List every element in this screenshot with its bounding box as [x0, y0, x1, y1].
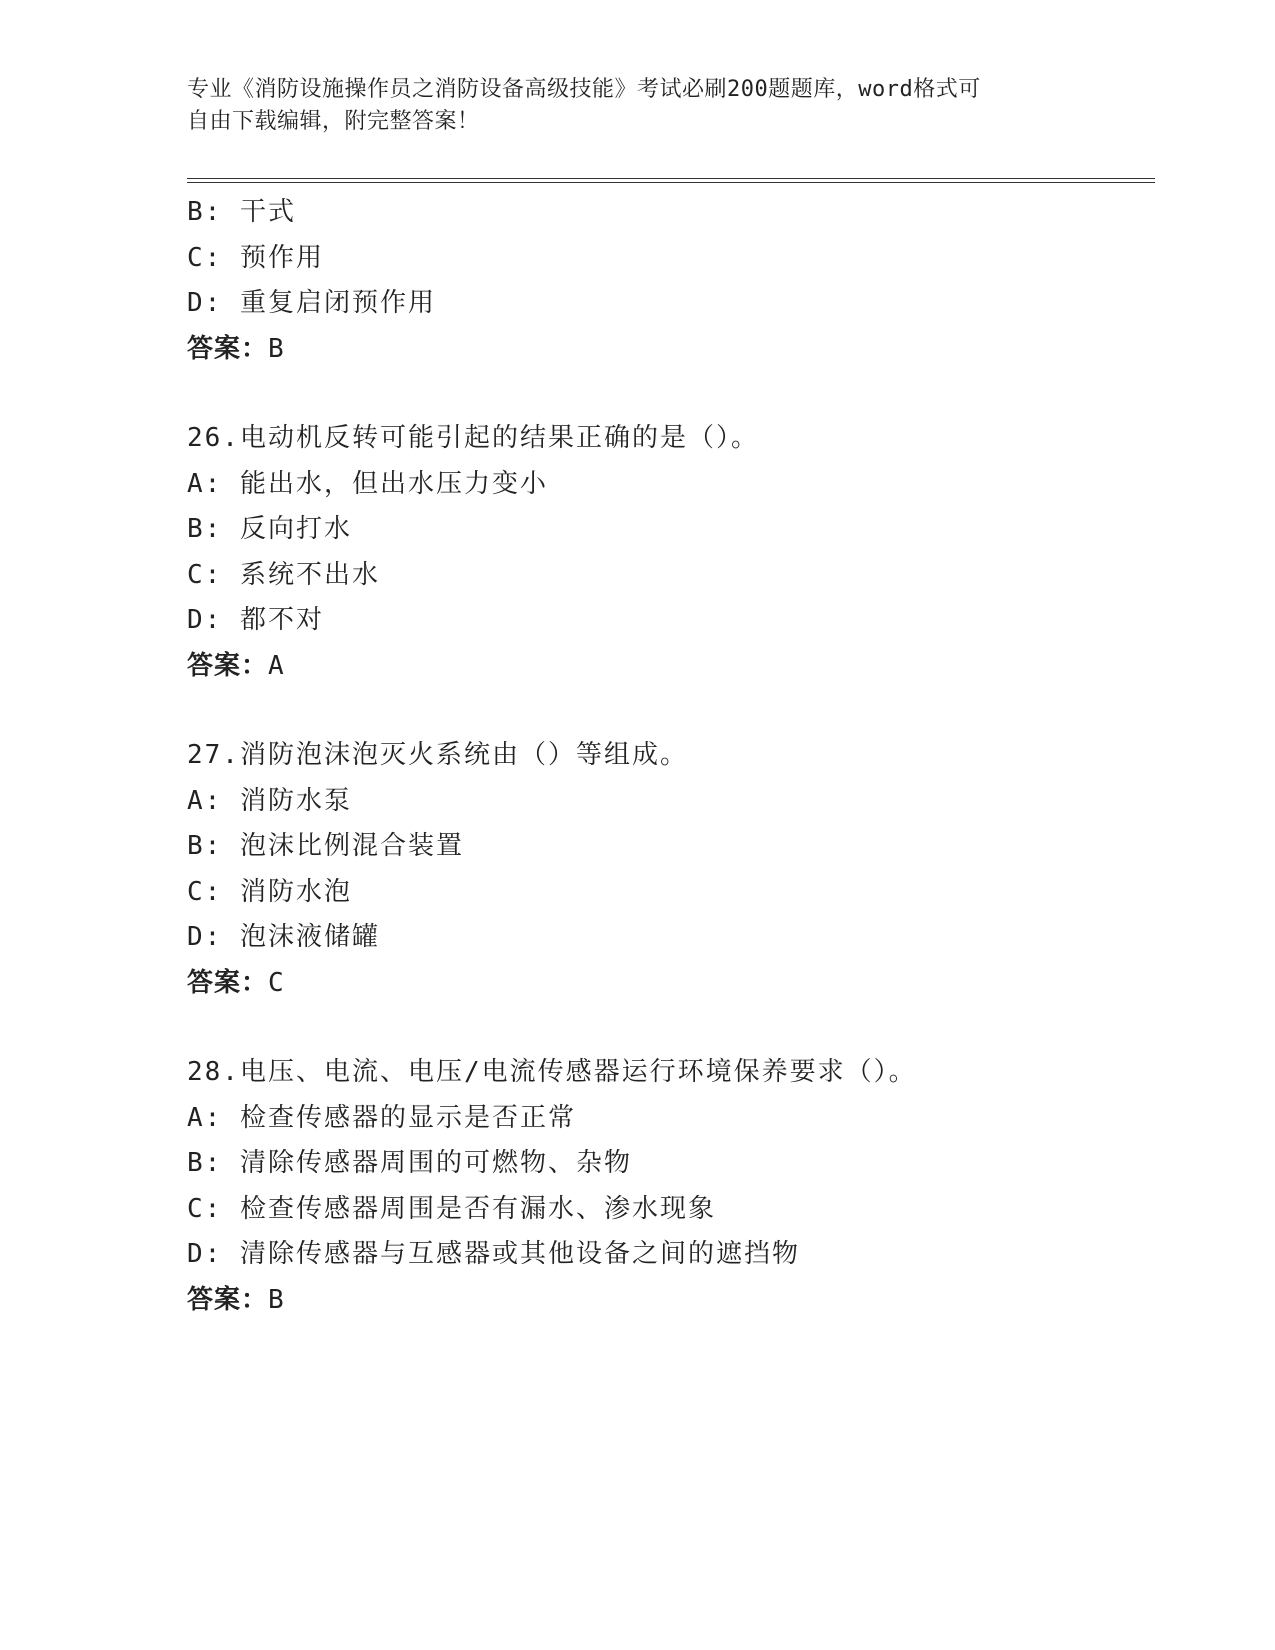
header-line-1: 专业《消防设施操作员之消防设备高级技能》考试必刷200题题库，word格式可	[187, 77, 981, 102]
option-d: D: 都不对	[187, 605, 324, 635]
question-block-partial	[187, 190, 1155, 372]
question-block-27	[187, 733, 1155, 1006]
option-b: B: 干式	[187, 197, 296, 227]
question-stem: 27.消防泡沫泡灭火系统由（）等组成。	[187, 740, 688, 770]
option-c: C: 系统不出水	[187, 559, 380, 590]
question-stem: 26.电动机反转可能引起的结果正确的是（）。	[187, 423, 759, 453]
answer-value: C	[268, 967, 285, 998]
option-a: A: 检查传感器的显示是否正常	[187, 1102, 576, 1133]
option-b: B: 清除传感器周围的可燃物、杂物	[187, 1148, 632, 1178]
answer-value: B	[268, 1284, 285, 1315]
question-list	[187, 190, 1155, 1323]
option-c: C: 消防水泡	[187, 876, 352, 907]
answer-line	[187, 1278, 1155, 1324]
answer-line	[187, 644, 1155, 690]
answer-label: 答案：	[187, 1284, 269, 1315]
answer-value: B	[268, 333, 285, 364]
option-a: A: 能出水，但出水压力变小	[187, 468, 548, 499]
option-d: D: 清除传感器与互感器或其他设备之间的遮挡物	[187, 1239, 800, 1269]
option-c: C: 预作用	[187, 242, 324, 273]
option-b: B: 泡沫比例混合装置	[187, 831, 464, 861]
document-header	[187, 74, 1067, 138]
header-line-2: 自由下载编辑，附完整答案！	[187, 109, 480, 134]
answer-label: 答案：	[187, 967, 269, 998]
option-b: B: 反向打水	[187, 514, 352, 544]
header-divider	[187, 178, 1155, 183]
answer-label: 答案：	[187, 333, 269, 364]
option-a: A: 消防水泵	[187, 785, 352, 816]
option-c: C: 检查传感器周围是否有漏水、渗水现象	[187, 1193, 716, 1224]
question-stem: 28.电压、电流、电压/电流传感器运行环境保养要求（）。	[187, 1057, 917, 1087]
option-d: D: 重复启闭预作用	[187, 288, 436, 318]
answer-line	[187, 961, 1155, 1007]
answer-line	[187, 327, 1155, 373]
answer-value: A	[268, 650, 285, 681]
question-block-26	[187, 416, 1155, 689]
question-block-28	[187, 1050, 1155, 1323]
answer-label: 答案：	[187, 650, 269, 681]
option-d: D: 泡沫液储罐	[187, 922, 380, 952]
